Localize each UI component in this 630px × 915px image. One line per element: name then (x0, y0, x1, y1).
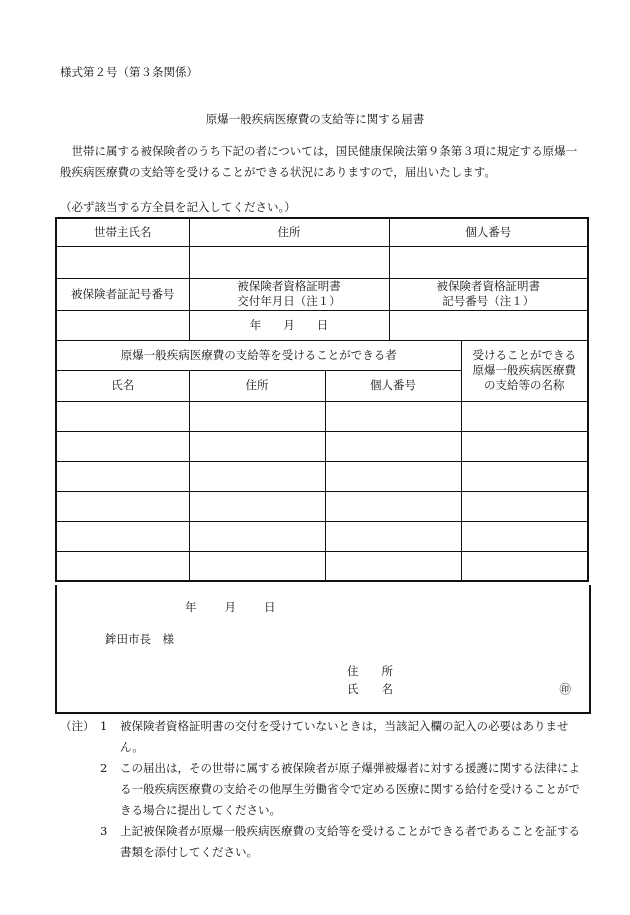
certificate-number-field[interactable] (389, 310, 588, 340)
form-number: 様式第２号（第３条関係） (60, 65, 198, 79)
certificate-date-field[interactable]: 年 月 日 (189, 310, 389, 340)
table-row (56, 431, 588, 461)
benefit-cell[interactable] (461, 521, 588, 551)
header-personal-number: 個人番号 (389, 218, 588, 246)
seal-mark: ㊞ (559, 682, 571, 696)
benefit-cell[interactable] (461, 401, 588, 431)
notes-section (60, 716, 590, 863)
note-item (60, 758, 590, 821)
submission-date[interactable]: 年 月 日 (185, 600, 276, 614)
note-text: 被保険者資格証明書の交付を受けていないときは，当該記入欄の記入の必要はありません。 (120, 719, 569, 754)
notes-heading: （注） (60, 719, 95, 733)
name-cell[interactable] (56, 431, 189, 461)
note-item (60, 821, 590, 863)
eligible-persons-header: 原爆一般疾病医療費の支給等を受けることができる者 (56, 340, 461, 370)
personal-number-cell[interactable] (325, 461, 461, 491)
header-householder-name: 世帯主氏名 (56, 218, 189, 246)
personal-number-cell[interactable] (325, 551, 461, 581)
table-row (56, 551, 588, 581)
benefit-cell[interactable] (461, 461, 588, 491)
applicant-address-label: 住 所 (347, 664, 393, 678)
name-cell[interactable] (56, 551, 189, 581)
insured-card-number-field[interactable] (56, 310, 189, 340)
address-cell[interactable] (189, 551, 325, 581)
note-item (60, 716, 590, 758)
note-text: この届出は，その世帯に属する被保険者が原子爆弾被爆者に対する援護に関する法律による一般疾病医療費の支給その他厚生労働省令で定める医療に関する給付を受けることができる場合に提出してください。 (120, 761, 580, 817)
address-cell[interactable] (189, 521, 325, 551)
col-name: 氏名 (56, 370, 189, 401)
personal-number-cell[interactable] (325, 431, 461, 461)
name-cell[interactable] (56, 401, 189, 431)
page-title: 原爆一般疾病医療費の支給等に関する届書 (205, 112, 425, 126)
table-row (56, 401, 588, 431)
signature-area (55, 585, 591, 714)
table-row (56, 521, 588, 551)
personal-number-cell[interactable] (325, 491, 461, 521)
address-cell[interactable] (189, 491, 325, 521)
benefit-cell[interactable] (461, 551, 588, 581)
personal-number-cell[interactable] (325, 401, 461, 431)
name-cell[interactable] (56, 521, 189, 551)
application-table (55, 217, 589, 582)
certificate-date-label: 被保険者資格証明書 交付年月日（注１） (189, 278, 389, 310)
addressee: 鉾田市長 様 (105, 632, 174, 646)
name-cell[interactable] (56, 491, 189, 521)
applicant-name-label: 氏 名 (347, 682, 393, 696)
note-number: 3 (100, 824, 108, 838)
header-address: 住所 (189, 218, 389, 246)
name-cell[interactable] (56, 461, 189, 491)
householder-name-field[interactable] (56, 246, 189, 278)
personal-number-cell[interactable] (325, 521, 461, 551)
benefit-name-header: 受けることができる 原爆一般疾病医療費 の支給等の名称 (461, 340, 588, 401)
intro-text: 世帯に属する被保険者のうち下記の者については，国民健康保険法第９条第３項に規定する原爆一般疾病医療費の支給等を受けることができる状況にありますので，届出いたします。 (60, 144, 578, 179)
table-row (56, 461, 588, 491)
note-text: 上記被保険者が原爆一般疾病医療費の支給等を受けることができる者であることを証する書類を添付してください。 (120, 824, 580, 859)
benefit-cell[interactable] (461, 431, 588, 461)
address-cell[interactable] (189, 431, 325, 461)
address-cell[interactable] (189, 401, 325, 431)
col-personal-number: 個人番号 (325, 370, 461, 401)
col-address: 住所 (189, 370, 325, 401)
insured-card-number-label: 被保険者証記号番号 (56, 278, 189, 310)
instruction-note: （必ず該当する方全員を記入してください。） (60, 200, 296, 214)
note-number: 1 (100, 719, 108, 733)
certificate-number-label: 被保険者資格証明書 記号番号（注１） (389, 278, 588, 310)
householder-personal-number-field[interactable] (389, 246, 588, 278)
address-cell[interactable] (189, 461, 325, 491)
note-number: 2 (100, 761, 108, 775)
table-row (56, 491, 588, 521)
householder-address-field[interactable] (189, 246, 389, 278)
benefit-cell[interactable] (461, 491, 588, 521)
